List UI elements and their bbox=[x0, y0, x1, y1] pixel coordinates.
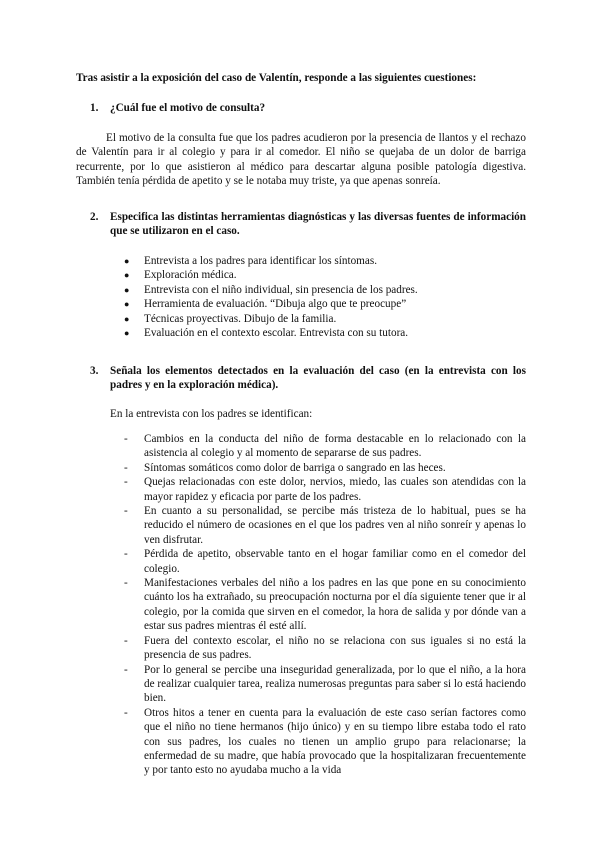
list-item: ● Herramienta de evaluación. “Dibuja algo que te preocupe” bbox=[124, 298, 407, 311]
list-item: - Quejas relacionadas con este dolor, nervios, miedo, las cuales son atendidas con la mayor rapidez y eficacia por parte de los padres. bbox=[124, 476, 526, 503]
dash-icon: - bbox=[124, 577, 128, 590]
dash-icon: - bbox=[124, 706, 128, 719]
bullet-icon: ● bbox=[124, 256, 130, 266]
list-item: - Fuera del contexto escolar, el niño no se relaciona con sus iguales si no está la presencia de sus padres. bbox=[124, 634, 526, 662]
bullet-icon: ● bbox=[124, 299, 130, 310]
dash-icon: - bbox=[124, 505, 128, 518]
list-item: - Por lo general se percibe una inseguridad generalizada, por lo que el niño, a la hora de realizar cualquier tarea, realiza numerosas preguntas para saber si lo está haciendo bien. bbox=[124, 663, 526, 705]
list-item: - Otros hitos a tener en cuenta para la evaluación de este caso serían factores como que el niño no tiene hermanos (hijo único) y en su tiempo libre estaba todo el rato con sus padres, los cuales no tienen un amplio grupo para relacionarse; la enfermedad de su madre, que había provocado que la hospitalizaran frecuentemente y por tanto esto no ayudaba mucho a la vida bbox=[124, 706, 526, 777]
dash-icon: - bbox=[124, 476, 128, 489]
list-item: - Cambios en la conducta del niño de forma destacable en lo relacionado con la asistencia al colegio y al momento de separarse de sus padres. bbox=[124, 433, 526, 460]
list-item: ● Técnicas proyectivas. Dibujo de la familia. bbox=[124, 312, 337, 325]
bullet-icon: ● bbox=[124, 284, 130, 295]
dash-icon: - bbox=[124, 548, 128, 561]
list-item: ● Exploración médica. bbox=[124, 269, 237, 282]
bullet-icon: ● bbox=[124, 313, 130, 324]
question-2-title: Especifica las distintas herramientas diagnósticas y las diversas fuentes de información que se utilizaron en el caso. bbox=[110, 211, 526, 238]
question-3-title: Señala los elementos detectados en la evaluación del caso (en la entrevista con los padres y en la exploración médica). bbox=[110, 365, 526, 392]
list-item: - Síntomas somáticos como dolor de barriga o sangrado en las heces. bbox=[124, 461, 446, 474]
dash-icon: - bbox=[124, 461, 128, 474]
question-1-title: ¿Cuál fue el motivo de consulta? bbox=[110, 102, 266, 114]
bullet-icon: ● bbox=[124, 328, 130, 339]
list-item: ● Evaluación en el contexto escolar. Entrevista con su tutora. bbox=[124, 327, 409, 340]
question-3-number: 3. bbox=[90, 365, 99, 377]
dash-icon: - bbox=[124, 433, 128, 445]
list-item: - Manifestaciones verbales del niño a los padres en las que pone en su conocimiento cuánto los ha extrañado, su preocupación nocturna por el día siguiente tener que ir al colegio, por la comida que sirven en el comedor, la hora de salida y por dónde van a estar sus padres mientras él esté allí. bbox=[124, 577, 526, 633]
question-1-heading bbox=[90, 101, 526, 115]
question-3-lead: En la entrevista con los padres se identifican: bbox=[110, 408, 313, 420]
question-1-answer: El motivo de la consulta fue que los padres acudieron por la presencia de llantos y el rechazo de Valentín para ir al colegio y para ir al comedor. El niño se quejaba de un dolor de barriga recurrente, por lo que asistieron al médico para descartar alguna posible patología digestiva. También tenía pérdida de apetito y se le notaba muy triste, ya que apenas sonreía. bbox=[76, 132, 526, 188]
dash-icon: - bbox=[124, 663, 128, 676]
intro-heading: Tras asistir a la exposición del caso de Valentín, responde a las siguientes cuestiones: bbox=[76, 72, 477, 84]
question-3-heading bbox=[90, 364, 526, 393]
question-2-heading bbox=[90, 210, 526, 239]
question-2-number: 2. bbox=[90, 211, 99, 223]
list-item: - Pérdida de apetito, observable tanto en el hogar familiar como en el comedor del colegio. bbox=[124, 548, 526, 575]
question-1-number: 1. bbox=[90, 102, 99, 114]
tools-list bbox=[110, 254, 526, 340]
findings-list bbox=[110, 432, 526, 778]
list-item: ● Entrevista con el niño individual, sin presencia de los padres. bbox=[124, 283, 418, 296]
list-item: ● Entrevista a los padres para identificar los síntomas. bbox=[124, 255, 378, 267]
bullet-icon: ● bbox=[124, 270, 130, 281]
dash-icon: - bbox=[124, 634, 128, 647]
list-item: - En cuanto a su personalidad, se percibe más tristeza de lo habitual, pues se ha reducido el número de ocasiones en el que los padres ven al niño sonreír y apenas lo ven disfrutar. bbox=[124, 505, 526, 546]
